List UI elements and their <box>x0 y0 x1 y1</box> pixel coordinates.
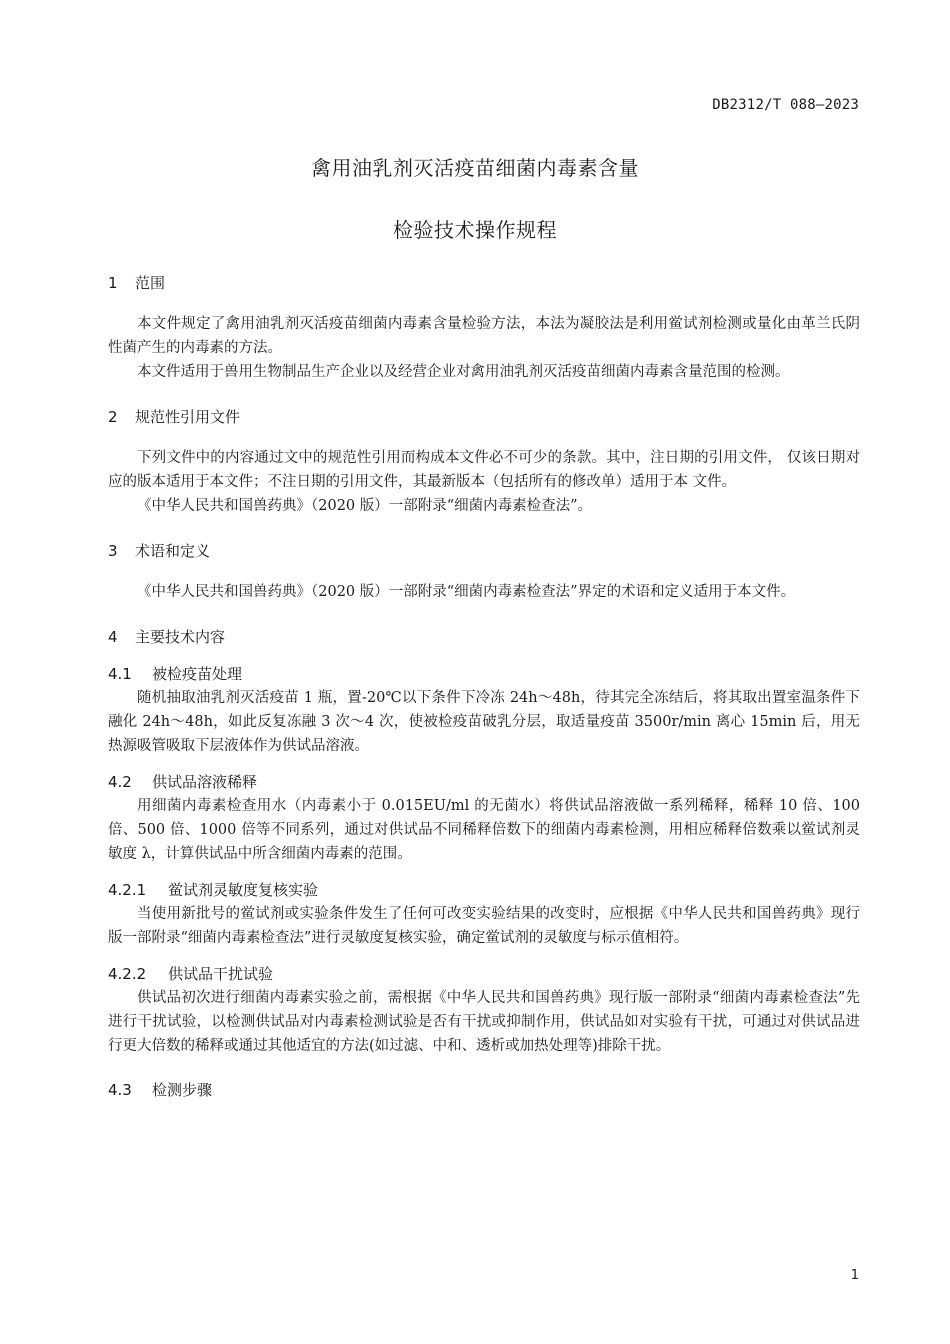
subsection-title: 供试品溶液稀释 <box>152 773 258 791</box>
section-title: 主要技术内容 <box>135 628 226 646</box>
subsection-title: 鲎试剂灵敏度复核实验 <box>168 881 319 899</box>
subsection-heading <box>108 770 860 794</box>
subsection-number: 4.3 <box>108 1081 132 1099</box>
document-code: DB2312/T 088—2023 <box>712 97 859 113</box>
subsection-number: 4.2.1 <box>108 881 147 899</box>
document-body <box>108 270 860 1102</box>
subsection-number: 4.2.2 <box>108 965 147 983</box>
paragraph: 当使用新批号的鲎试剂或实验条件发生了任何可改变实验结果的改变时，应根据《中华人民共和国兽药典》现行版一部附录“细菌内毒素检查法”进行灵敏度复核实验，确定鲎试剂的灵敏度与标示值相符。 <box>108 906 860 946</box>
page-number: 1 <box>850 1268 859 1283</box>
subsection-heading <box>108 878 860 902</box>
section-heading-terms <box>108 538 860 564</box>
paragraph: 《中华人民共和国兽药典》（2020 版）一部附录“细菌内毒素检查法”。 <box>137 498 593 514</box>
subsection-number: 4.2 <box>108 773 132 791</box>
section-heading-technical-content <box>108 624 860 650</box>
paragraph: 用细菌内毒素检查用水（内毒素小于 0.015EU/ml 的无菌水）将供试品溶液做一系列稀释，稀释 10 倍、100 倍、500 倍、1000 倍等不同系列，通过对供试品不同稀释倍数下的细菌内毒素检测，用相应稀释倍数乘以鲎试剂灵敏度 λ，计算供试品中所含细菌内毒素的范围。 <box>108 798 860 862</box>
subsection-heading <box>108 1078 860 1102</box>
document-title-line-1: 禽用油乳剂灭活疫苗细菌内毒素含量 <box>311 156 639 180</box>
section-title: 术语和定义 <box>135 542 211 560</box>
subsection-title: 被检疫苗处理 <box>152 665 243 683</box>
section-heading-normative-references <box>108 404 860 430</box>
subsection-heading <box>108 662 860 686</box>
subsection-heading <box>108 962 860 986</box>
section-number: 1 <box>108 274 118 292</box>
section-title: 规范性引用文件 <box>135 408 241 426</box>
paragraph: 随机抽取油乳剂灭活疫苗 1 瓶，置-20℃以下条件下冷冻 24h～48h，待其完全冻结后，将其取出置室温条件下融化 24h～48h，如此反复冻融 3 次～4 次，使被检疫苗破乳分层，取适量疫苗 3500r/min 离心 15min 后，用无热源吸管吸取下层液体作为供试品溶液。 <box>108 690 860 754</box>
paragraph: 《中华人民共和国兽药典》（2020 版）一部附录“细菌内毒素检查法”界定的术语和定义适用于本文件。 <box>137 584 796 600</box>
paragraph: 本文件适用于兽用生物制品生产企业以及经营企业对禽用油乳剂灭活疫苗细菌内毒素含量范围的检测。 <box>137 364 790 380</box>
paragraph: 本文件规定了禽用油乳剂灭活疫苗细菌内毒素含量检验方法，本法为凝胶法是利用鲎试剂检测或量化由革兰氏阴性菌产生的内毒素的方法。 <box>108 316 860 356</box>
paragraph: 下列文件中的内容通过文中的规范性引用而构成本文件必不可少的条款。其中，注日期的引用文件， 仅该日期对应的版本适用于本文件；不注日期的引用文件，其最新版本（包括所有的修改单）适用于本 文件。 <box>108 450 860 490</box>
section-title: 范围 <box>135 274 166 292</box>
subsection-number: 4.1 <box>108 665 132 683</box>
subsection-title: 检测步骤 <box>152 1081 213 1099</box>
paragraph: 供试品初次进行细菌内毒素实验之前，需根据《中华人民共和国兽药典》现行版一部附录“细菌内毒素检查法”先进行干扰试验，以检测供试品对内毒素检测试验是否有干扰或抑制作用，供试品如对实验有干扰，可通过对供试品进行更大倍数的稀释或通过其他适宜的方法(如过滤、中和、透析或加热处理等)排除干扰。 <box>108 990 860 1054</box>
section-number: 2 <box>108 408 118 426</box>
section-number: 3 <box>108 542 118 560</box>
document-title-line-2: 检验技术操作规程 <box>393 218 557 242</box>
section-heading-scope <box>108 270 860 296</box>
subsection-title: 供试品干扰试验 <box>168 965 274 983</box>
section-number: 4 <box>108 628 118 646</box>
